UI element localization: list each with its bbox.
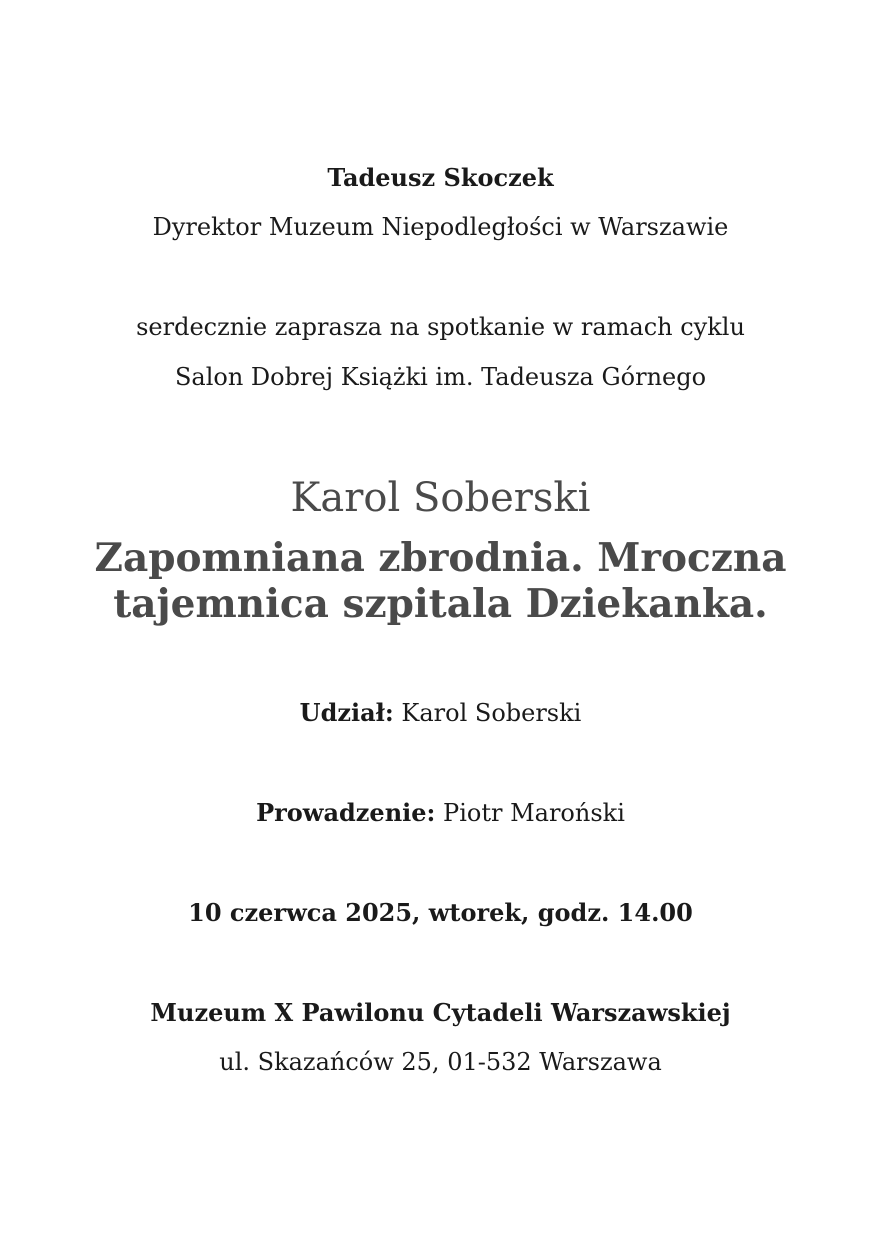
invitation-line-2: Salon Dobrej Książki im. Tadeusza Górnego bbox=[174, 363, 707, 391]
invitation-line-1: serdecznie zaprasza na spotkanie w ramach cyklu bbox=[136, 313, 745, 341]
moderation-label: Prowadzenie: bbox=[256, 798, 436, 827]
venue-name: Muzeum X Pawilonu Cytadeli Warszawskiej bbox=[150, 998, 731, 1027]
book-title-line-2: tajemnica szpitala Dziekanka. bbox=[113, 581, 768, 627]
participation-line bbox=[0, 698, 881, 727]
book-title-line-1: Zapomniana zbrodnia. Mroczna bbox=[94, 535, 787, 581]
participation-value: Karol Soberski bbox=[401, 699, 582, 727]
host-name: Tadeusz Skoczek bbox=[327, 163, 554, 192]
moderation-value: Piotr Maroński bbox=[443, 799, 625, 827]
event-date: 10 czerwca 2025, wtorek, godz. 14.00 bbox=[188, 898, 693, 927]
participation-label: Udział: bbox=[299, 698, 394, 727]
book-title bbox=[0, 535, 881, 627]
moderation-line bbox=[0, 798, 881, 827]
book-author: Karol Soberski bbox=[290, 475, 591, 521]
host-title: Dyrektor Muzeum Niepodległości w Warszawie bbox=[152, 213, 729, 241]
venue-address: ul. Skazańców 25, 01-532 Warszawa bbox=[219, 1048, 662, 1076]
